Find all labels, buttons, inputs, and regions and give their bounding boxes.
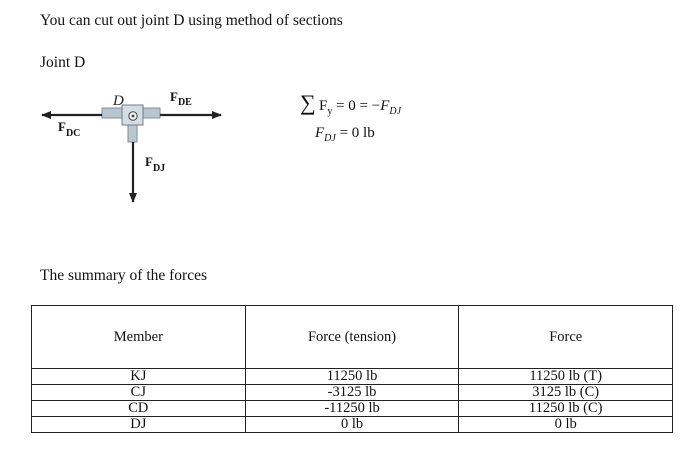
force-summary-table bbox=[31, 305, 673, 433]
header-force: Force bbox=[459, 306, 673, 369]
cell-force: 0 lb bbox=[459, 417, 673, 433]
table-row bbox=[32, 401, 673, 417]
table-row bbox=[32, 369, 673, 385]
header-force-tension: Force (tension) bbox=[245, 306, 459, 369]
joint-label: D bbox=[113, 93, 124, 109]
free-body-diagram bbox=[36, 86, 236, 211]
intro-text: You can cut out joint D using method of sections bbox=[40, 12, 343, 29]
cell-force-tension: 0 lb bbox=[245, 417, 459, 433]
cell-member: KJ bbox=[32, 369, 246, 385]
equation-sum-fy: $F_y = 0 = -F_{DJ}$ bbox=[319, 98, 402, 117]
label-f-dc: $F_{DC}$ bbox=[58, 119, 81, 139]
cell-force: 11250 lb (T) bbox=[459, 369, 673, 385]
table-header-row bbox=[32, 306, 673, 369]
joint-heading: Joint D bbox=[40, 54, 86, 71]
cell-member: CD bbox=[32, 401, 246, 417]
table-row bbox=[32, 385, 673, 401]
equation-fdj-result: $F_{DJ} = 0$ lb bbox=[315, 125, 375, 144]
cell-member: CJ bbox=[32, 385, 246, 401]
label-f-dj: $F_{DJ}$ bbox=[145, 154, 166, 174]
label-f-de: $F_{DE}$ bbox=[170, 89, 192, 108]
cell-force-tension: -11250 lb bbox=[245, 401, 459, 417]
header-member: Member bbox=[32, 306, 246, 369]
cell-member: DJ bbox=[32, 417, 246, 433]
cell-force-tension: -3125 lb bbox=[245, 385, 459, 401]
cell-force-tension: 11250 lb bbox=[245, 369, 459, 385]
table-row bbox=[32, 417, 673, 433]
cell-force: 11250 lb (C) bbox=[459, 401, 673, 417]
sigma-symbol: ∑ bbox=[300, 90, 316, 115]
summary-heading: The summary of the forces bbox=[40, 267, 207, 284]
cell-force: 3125 lb (C) bbox=[459, 385, 673, 401]
equilibrium-equations bbox=[300, 88, 450, 148]
